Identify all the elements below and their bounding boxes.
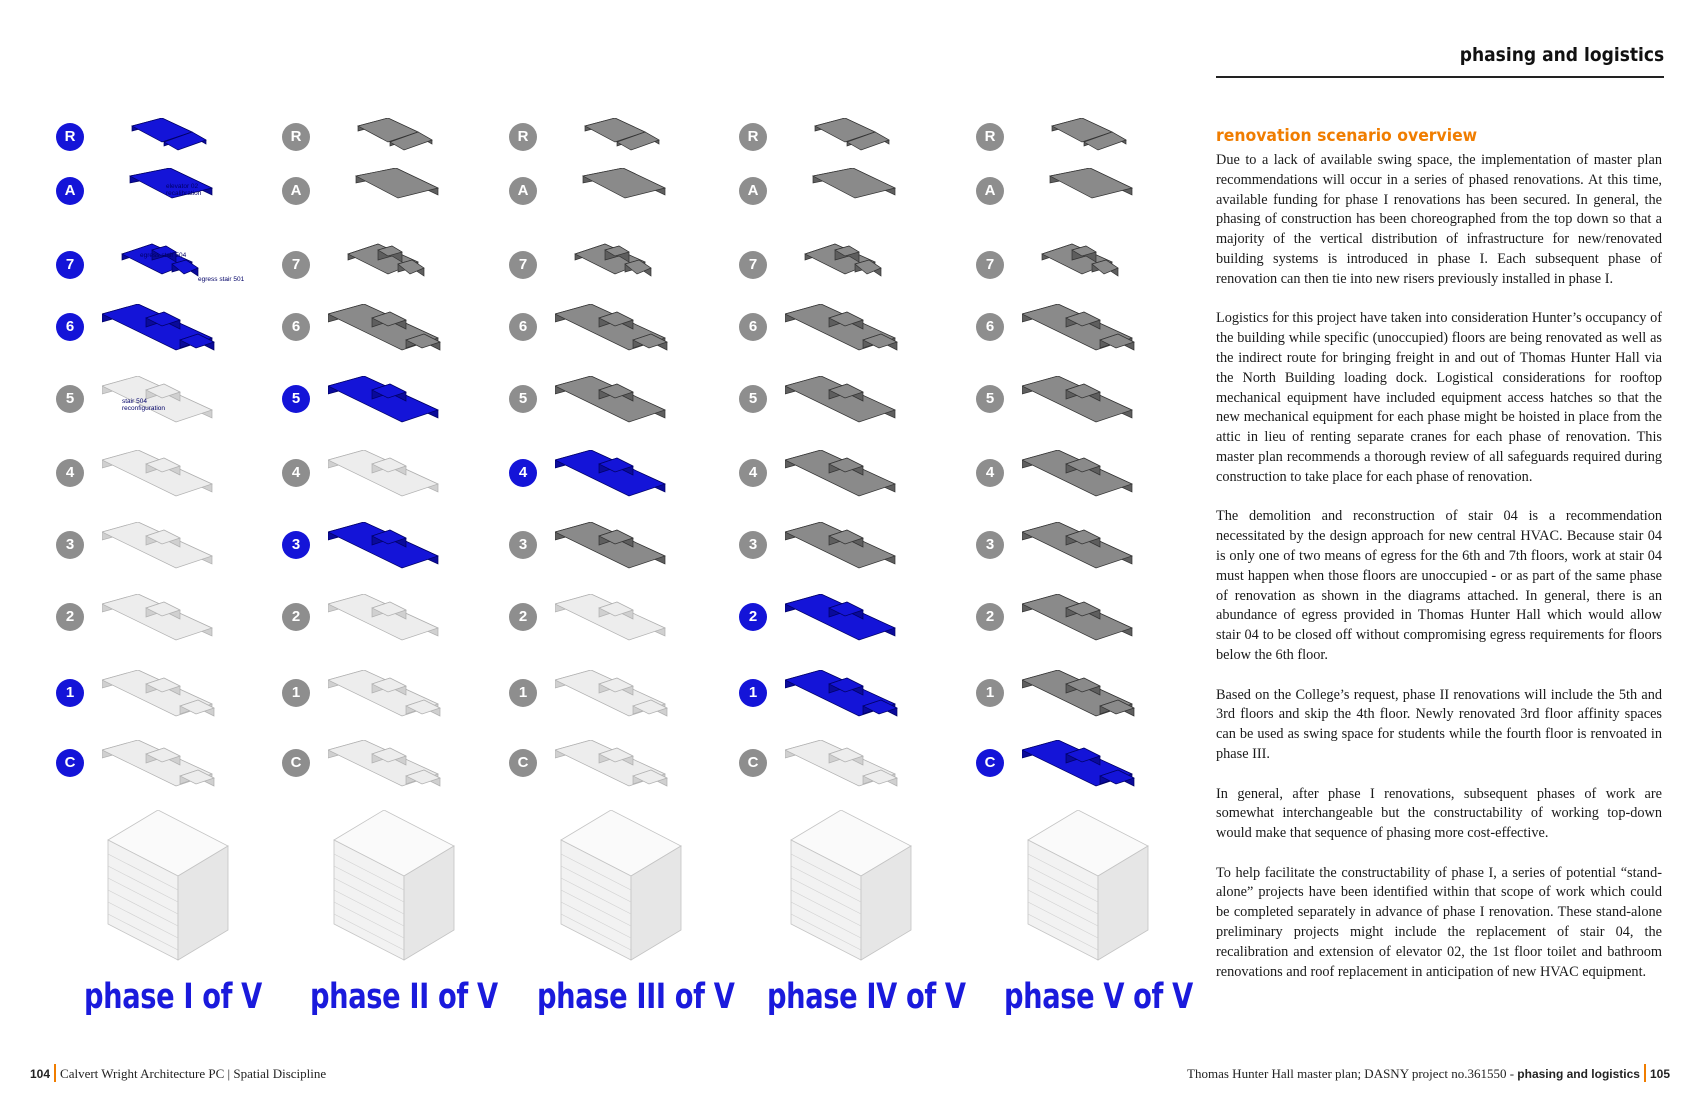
phase-annotation: egress stair 504: [140, 252, 187, 259]
floor-axonometric: [1022, 304, 1152, 368]
floor-badge: 1: [976, 679, 1004, 707]
floor-badge: 2: [976, 603, 1004, 631]
slab-top: [328, 522, 438, 568]
page-number-left: 104: [30, 1067, 51, 1081]
phase-label: phase I of V: [84, 977, 262, 1017]
floor-badge: A: [976, 177, 1004, 205]
overview-paragraph: In general, after phase I renovations, subsequent phases of work are somewhat interchangeable but the constructability of working top-down would make that sequence of phasing more cost-effective.: [1216, 785, 1662, 842]
floor-badge: C: [509, 749, 537, 777]
slab-top: [785, 522, 895, 568]
floor-row-7: [280, 248, 500, 308]
slab-top: [555, 376, 665, 422]
floor-row-5: [54, 382, 274, 442]
floor-row-1: [280, 676, 500, 736]
floor-badge: A: [739, 177, 767, 205]
floor-axonometric: [1022, 522, 1152, 586]
slab-top: [555, 450, 665, 496]
floor-axonometric: [328, 522, 458, 586]
floor-badge: 7: [976, 251, 1004, 279]
floor-row-4: [737, 456, 957, 516]
page-number-right: 105: [1649, 1067, 1670, 1081]
slab-top: [102, 450, 212, 496]
slab-top: [555, 594, 665, 640]
floor-axonometric: [328, 304, 458, 368]
footer-divider: [54, 1064, 56, 1082]
floor-row-c: [737, 746, 957, 806]
floor-row-2: [54, 600, 274, 660]
building-massing: [551, 810, 691, 970]
floor-axonometric: [785, 376, 915, 440]
floor-badge: 5: [509, 385, 537, 413]
floor-row-3: [737, 528, 957, 588]
floor-axonometric: [785, 670, 915, 734]
floor-row-4: [54, 456, 274, 516]
floor-row-a: [280, 174, 500, 234]
floor-badge: C: [739, 749, 767, 777]
floor-row-a: [737, 174, 957, 234]
floor-row-c: [974, 746, 1194, 806]
floor-row-3: [280, 528, 500, 588]
attic-slab: [583, 168, 665, 198]
slab-top: [785, 376, 895, 422]
floor-row-6: [507, 310, 727, 370]
attic-slab: [1050, 168, 1132, 198]
floor-badge: 2: [282, 603, 310, 631]
attic-slab: [356, 168, 438, 198]
phase-column: [507, 120, 727, 1040]
slab-top: [785, 594, 895, 640]
floor-row-1: [507, 676, 727, 736]
floor-badge: R: [739, 123, 767, 151]
floor-slab: [785, 450, 895, 496]
floor-axonometric: [1022, 450, 1152, 514]
floor-badge: 6: [739, 313, 767, 341]
floor-slab: [555, 450, 665, 496]
floor-slab: [785, 594, 895, 640]
floor-slab: [1022, 522, 1132, 568]
footer-left-text: Calvert Wright Architecture PC | Spatial Discipline: [60, 1066, 327, 1081]
floor-axonometric: [555, 376, 685, 440]
attic-slab: [813, 168, 895, 198]
slab-top: [328, 376, 438, 422]
floor-badge: R: [282, 123, 310, 151]
floor-axonometric: [102, 594, 232, 658]
floor-badge: C: [282, 749, 310, 777]
footer-right: [1187, 1064, 1670, 1082]
floor-row-7: [974, 248, 1194, 308]
floor-axonometric: [555, 522, 685, 586]
floor-row-5: [737, 382, 957, 442]
slab-top: [813, 168, 895, 198]
overview-body: [1216, 151, 1662, 1002]
floor-row-c: [507, 746, 727, 806]
floor-row-5: [280, 382, 500, 442]
floor-slab: [328, 376, 438, 422]
floor-row-2: [280, 600, 500, 660]
floor-axonometric: [102, 450, 232, 514]
floor-badge: 2: [56, 603, 84, 631]
floor-row-a: [507, 174, 727, 234]
floor-slab: [102, 522, 212, 568]
floor-badge: 1: [56, 679, 84, 707]
floor-axonometric: [1022, 376, 1152, 440]
floor-badge: 4: [976, 459, 1004, 487]
floor-axonometric: [328, 740, 458, 804]
floor-axonometric: [785, 594, 915, 658]
floor-row-4: [507, 456, 727, 516]
floor-badge: 5: [282, 385, 310, 413]
slab-top: [1050, 168, 1132, 198]
floor-row-5: [974, 382, 1194, 442]
floor-badge: 3: [739, 531, 767, 559]
phase-column: [280, 120, 500, 1040]
floor-row-6: [737, 310, 957, 370]
floor-badge: 3: [282, 531, 310, 559]
slab-top: [583, 168, 665, 198]
floor-badge: 2: [739, 603, 767, 631]
floor-row-2: [737, 600, 957, 660]
floor-row-1: [737, 676, 957, 736]
floor-axonometric: [785, 242, 915, 306]
floor-slab: [102, 594, 212, 640]
floor-badge: R: [509, 123, 537, 151]
building-massing: [781, 810, 921, 970]
section-title: phasing and logistics: [1459, 44, 1664, 66]
floor-badge: 3: [56, 531, 84, 559]
phase-annotation: stair 504 reconfiguration: [122, 398, 165, 412]
floor-row-3: [54, 528, 274, 588]
floor-axonometric: [555, 168, 685, 232]
floor-row-7: [507, 248, 727, 308]
floor-badge: 4: [739, 459, 767, 487]
floor-axonometric: [1022, 740, 1152, 804]
phase-annotation: egress stair 501: [198, 276, 245, 283]
floor-axonometric: [102, 670, 232, 734]
slab-top: [1022, 594, 1132, 640]
floor-badge: 4: [509, 459, 537, 487]
floor-axonometric: [785, 304, 915, 368]
floor-slab: [328, 594, 438, 640]
slab-top: [555, 522, 665, 568]
floor-badge: 5: [56, 385, 84, 413]
slab-top: [1022, 450, 1132, 496]
floor-slab: [1022, 376, 1132, 422]
floor-badge: 7: [509, 251, 537, 279]
floor-axonometric: [785, 522, 915, 586]
floor-badge: 3: [976, 531, 1004, 559]
floor-slab: [102, 450, 212, 496]
floor-axonometric: [785, 450, 915, 514]
floor-axonometric: [555, 450, 685, 514]
floor-axonometric: [555, 740, 685, 804]
floor-axonometric: [1022, 168, 1152, 232]
phase-column: [737, 120, 957, 1040]
floor-badge: 7: [56, 251, 84, 279]
floor-row-4: [280, 456, 500, 516]
floor-slab: [328, 522, 438, 568]
overview-paragraph: Due to a lack of available swing space, the implementation of master plan recommendations will occur in a series of phased renovations. At this time, available funding for phase I renovations has been secured. In general, the phasing of construction has been choreographed from the top down so that a majority of the vertical distribution of infrastructure for new/renovated building systems is introduced in phase I. Each subsequent phase of renovation can then tie into new risers previously installed in phase I.: [1216, 152, 1662, 287]
floor-slab: [1022, 594, 1132, 640]
floor-badge: 4: [56, 459, 84, 487]
floor-badge: 6: [282, 313, 310, 341]
slab-top: [1022, 522, 1132, 568]
floor-axonometric: [102, 740, 232, 804]
floor-badge: C: [976, 749, 1004, 777]
floor-slab: [1022, 450, 1132, 496]
floor-axonometric: [555, 670, 685, 734]
floor-axonometric: [1022, 242, 1152, 306]
floor-axonometric: [102, 304, 232, 368]
phase-column: [974, 120, 1194, 1040]
floor-axonometric: [555, 304, 685, 368]
overview-paragraph: The demolition and reconstruction of stair 04 is a recommendation necessitated by the design approach for new central HVAC. Because stair 04 is only one of two means of egress for the 6th and 7th floors, work at stair 04 must happen when those floors are unoccupied - or as part of the same phase of renovation as shown in the diagrams attached. In general, there is an abundance of egress provided in Thomas Hunter Hall which would allow stair 04 to be closed off without compromising egress requirements for floors below the 6th floor.: [1216, 508, 1662, 663]
building-massing: [324, 810, 464, 970]
floor-row-a: [974, 174, 1194, 234]
slab-top: [328, 450, 438, 496]
floor-badge: 3: [509, 531, 537, 559]
floor-axonometric: [785, 740, 915, 804]
phase-label: phase II of V: [310, 977, 498, 1017]
phase-label: phase IV of V: [767, 977, 966, 1017]
floor-badge: A: [282, 177, 310, 205]
floor-badge: R: [56, 123, 84, 151]
floor-slab: [328, 450, 438, 496]
floor-axonometric: [328, 670, 458, 734]
floor-badge: 5: [739, 385, 767, 413]
footer-right-text: Thomas Hunter Hall master plan; DASNY project no.361550 -: [1187, 1066, 1518, 1081]
floor-axonometric: [102, 168, 232, 232]
floor-axonometric: [1022, 594, 1152, 658]
floor-row-2: [507, 600, 727, 660]
floor-row-5: [507, 382, 727, 442]
floor-row-2: [974, 600, 1194, 660]
phase-label: phase III of V: [537, 977, 735, 1017]
floor-axonometric: [328, 594, 458, 658]
floor-axonometric: [1022, 670, 1152, 734]
overview-paragraph: Based on the College’s request, phase II renovations will include the 5th and 3rd floors and skip the 4th floor. Newly renovated 3rd floor affinity spaces can be used as swing space for students while the fourth floor is renvoated in phase III.: [1216, 686, 1662, 762]
slab-top: [102, 522, 212, 568]
slab-top: [328, 594, 438, 640]
floor-badge: 2: [509, 603, 537, 631]
floor-badge: C: [56, 749, 84, 777]
floor-badge: 4: [282, 459, 310, 487]
footer-divider: [1644, 1064, 1646, 1082]
floor-badge: 5: [976, 385, 1004, 413]
footer-section: phasing and logistics: [1517, 1067, 1640, 1081]
floor-badge: 7: [282, 251, 310, 279]
floor-slab: [555, 522, 665, 568]
slab-top: [356, 168, 438, 198]
floor-row-3: [974, 528, 1194, 588]
floor-row-6: [54, 310, 274, 370]
floor-badge: A: [509, 177, 537, 205]
floor-row-4: [974, 456, 1194, 516]
floor-badge: 1: [509, 679, 537, 707]
floor-badge: 1: [739, 679, 767, 707]
floor-slab: [555, 594, 665, 640]
floor-badge: 1: [282, 679, 310, 707]
floor-row-6: [280, 310, 500, 370]
floor-slab: [555, 376, 665, 422]
overview-paragraph: Logistics for this project have taken into consideration Hunter’s occupancy of the building while specific (unoccupied) floors are being renovated as well as the indirect route for bringing freight in and out of Thomas Hunter Hall via the North Building loading dock. Logistical considerations for rooftop mechanical equipment have included equipment access hatches so that the new mechanical equipment for each phase might be hoisted in place from the attic in lieu of renting separate cranes for each phase of renovation. This master plan recommends a thorough review of all safeguards required during construction to take place for each phase of renovation.: [1216, 310, 1662, 485]
building-massing: [1018, 810, 1158, 970]
floor-axonometric: [102, 522, 232, 586]
overview-paragraph: To help facilitate the constructability of phase I, a series of potential “stand-alone” projects have been identified within that scope of work which could be completed separately in advance of phase I renovation. These stand-alone preliminary projects might include the replacement of stair 04, the recalibration and extension of elevator 02, the 1st floor toilet and bathroom renovations and roof replacement in anticipation of new HVAC equipment.: [1216, 864, 1662, 980]
floor-axonometric: [328, 450, 458, 514]
floor-row-c: [54, 746, 274, 806]
slab-top: [1022, 376, 1132, 422]
slab-top: [102, 594, 212, 640]
phase-label: phase V of V: [1004, 977, 1193, 1017]
floor-badge: 6: [56, 313, 84, 341]
floor-row-6: [974, 310, 1194, 370]
floor-axonometric: [328, 242, 458, 306]
floor-badge: 6: [509, 313, 537, 341]
slab-top: [785, 450, 895, 496]
floor-badge: 6: [976, 313, 1004, 341]
floor-row-1: [54, 676, 274, 736]
title-rule: [1216, 76, 1664, 78]
floor-row-c: [280, 746, 500, 806]
phase-annotation: elevator 02 recalibration: [166, 183, 202, 197]
footer-left: [30, 1064, 326, 1082]
floor-badge: R: [976, 123, 1004, 151]
overview-heading: renovation scenario overview: [1216, 126, 1478, 146]
floor-badge: 7: [739, 251, 767, 279]
floor-axonometric: [555, 594, 685, 658]
floor-axonometric: [328, 168, 458, 232]
floor-badge: A: [56, 177, 84, 205]
floor-slab: [785, 522, 895, 568]
floor-row-3: [507, 528, 727, 588]
floor-axonometric: [785, 168, 915, 232]
floor-row-1: [974, 676, 1194, 736]
floor-slab: [785, 376, 895, 422]
floor-row-a: [54, 174, 274, 234]
building-massing: [98, 810, 238, 970]
floor-axonometric: [328, 376, 458, 440]
floor-row-7: [737, 248, 957, 308]
floor-axonometric: [555, 242, 685, 306]
